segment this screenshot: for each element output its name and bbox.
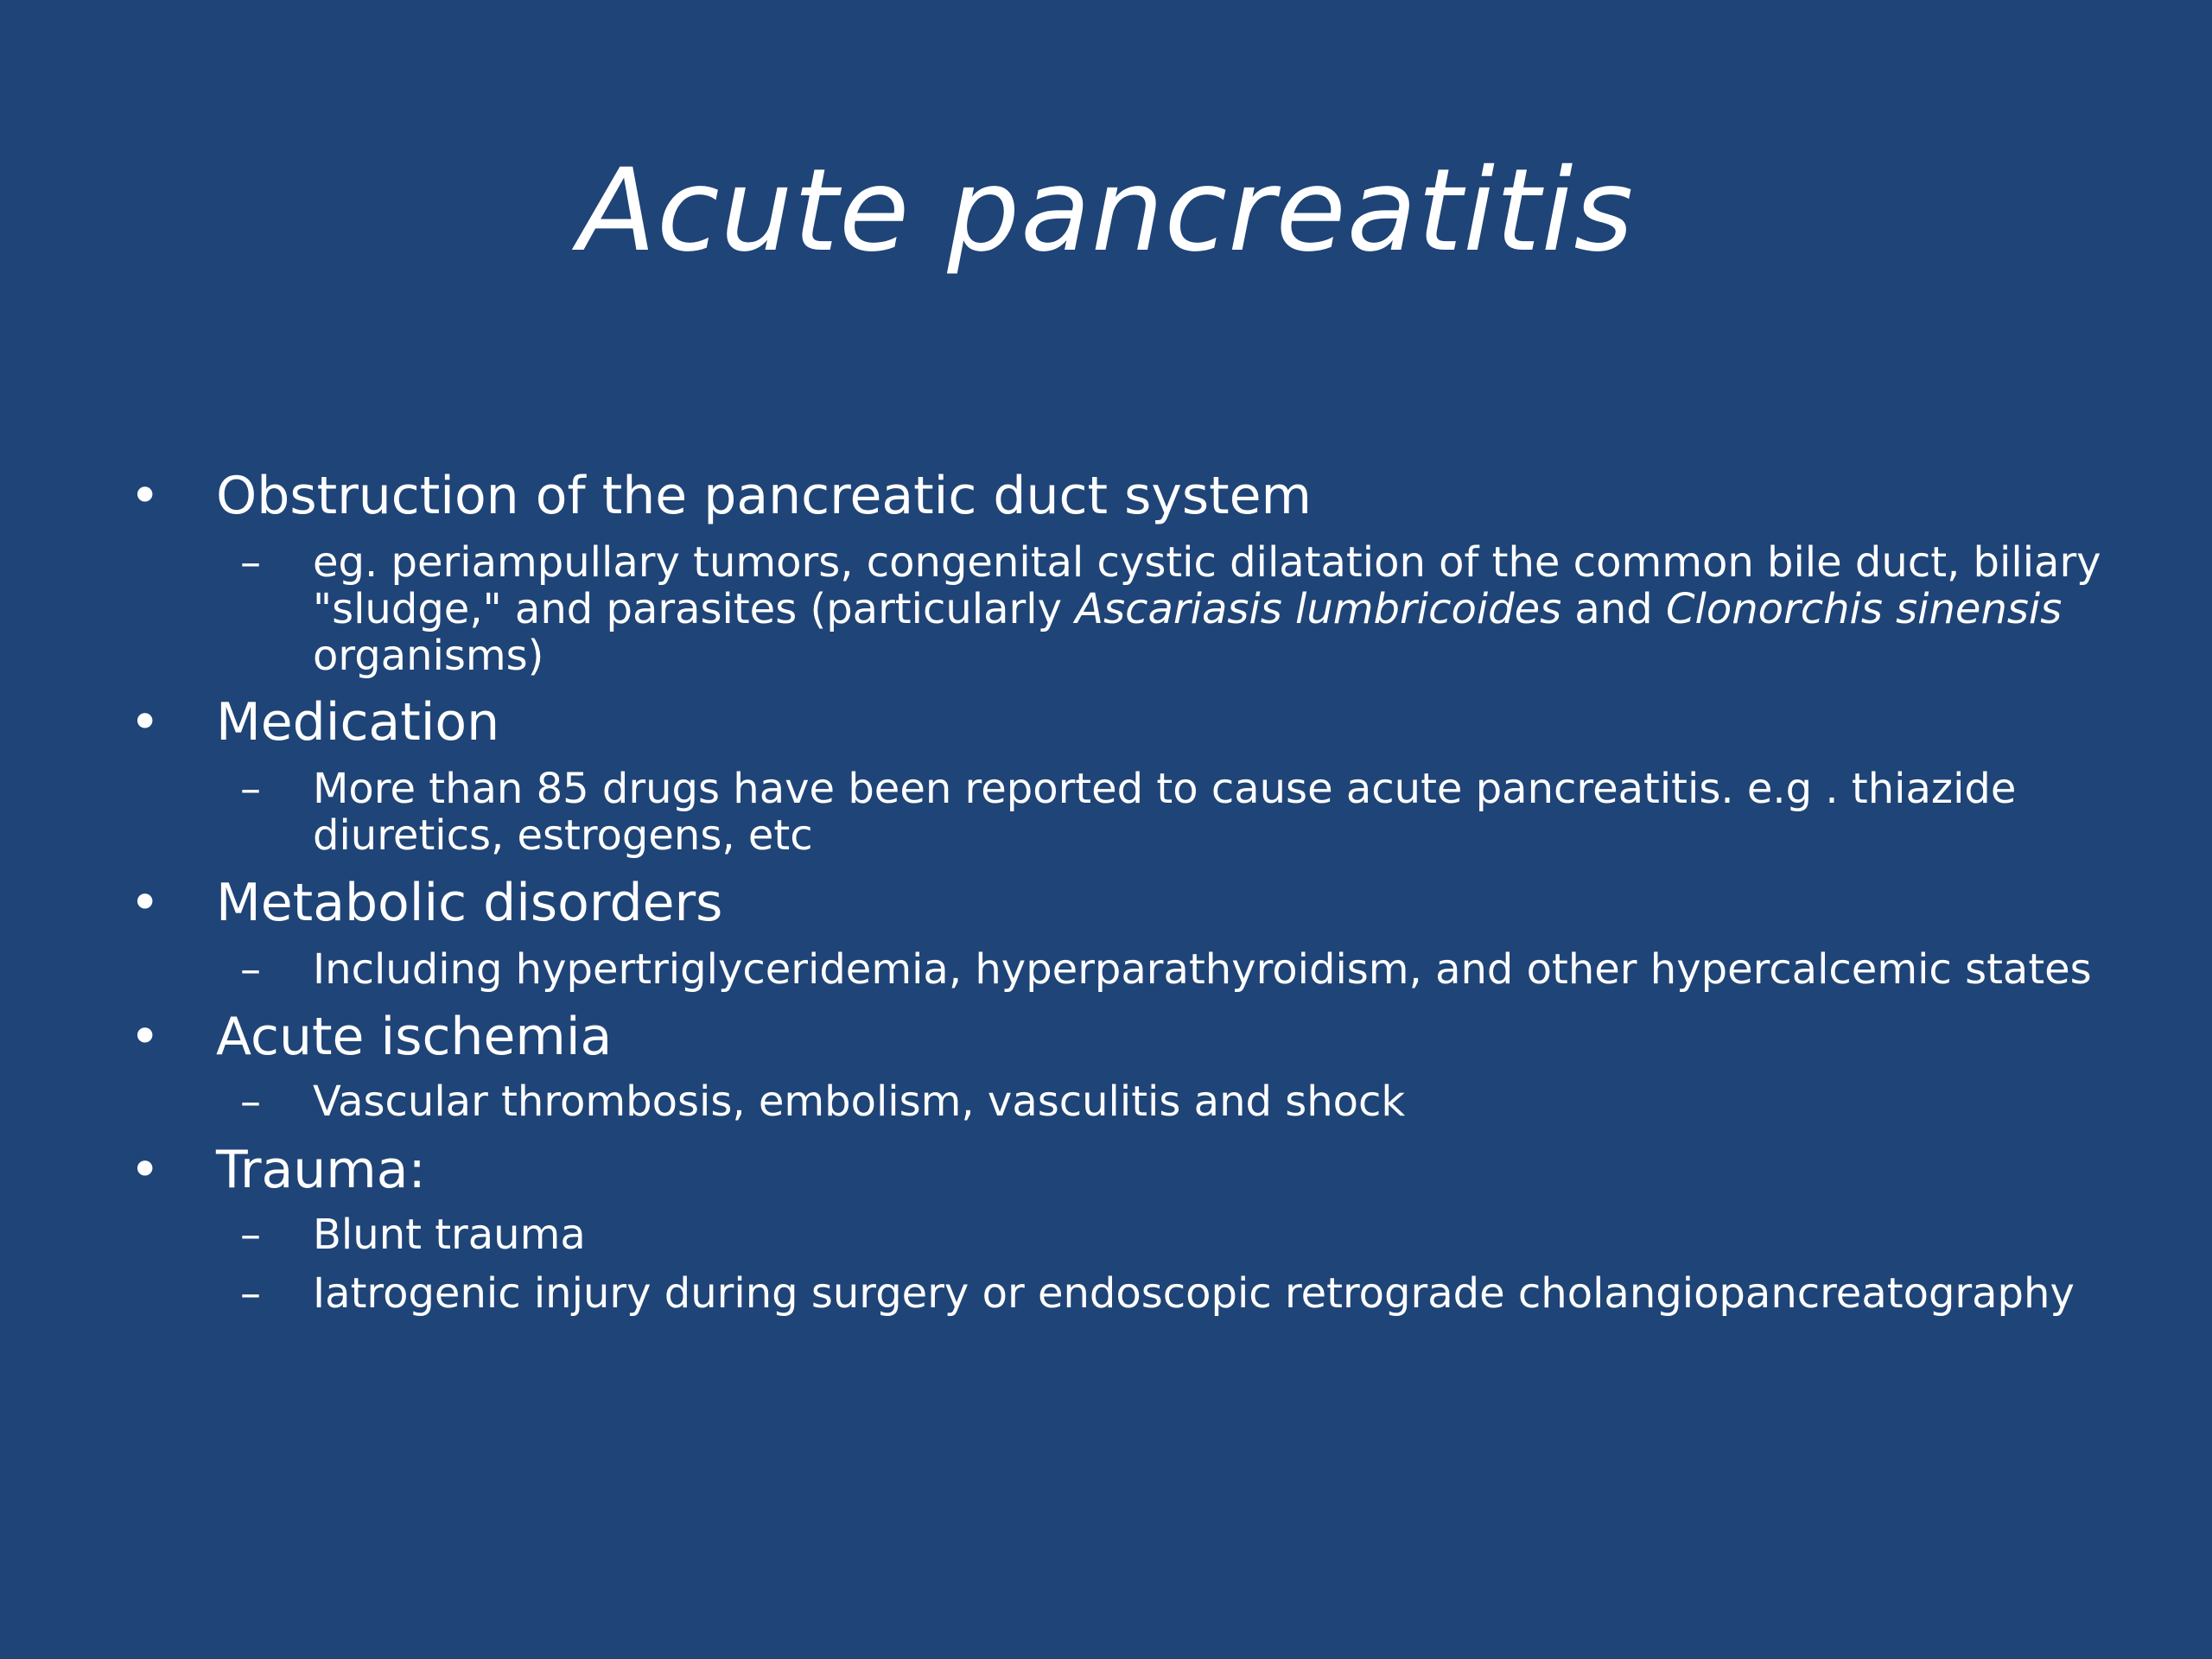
sub-text — [313, 1078, 2041, 1125]
sub-text — [313, 538, 2101, 680]
sub-text-line: Blunt trauma — [313, 1211, 586, 1259]
bullet-text: Trauma: — [216, 1140, 426, 1200]
bullet-dot-icon: • — [130, 1140, 161, 1200]
bullet-text: Metabolic disorders — [216, 873, 723, 933]
sub-text-line: Vascular thrombosis, embolism, vasculitis and shock — [313, 1077, 1406, 1126]
sub-text-line — [313, 585, 2063, 633]
organism-name: Clonorchis sinensis — [1666, 585, 2063, 633]
dash-icon: – — [240, 945, 261, 994]
bullet-dot-icon: • — [130, 466, 161, 526]
dash-icon: – — [240, 765, 261, 813]
bullet-text: Acute ischemia — [216, 1007, 613, 1067]
sub-text — [313, 945, 2092, 994]
sub-text — [313, 766, 2041, 859]
sub-text — [313, 1211, 2041, 1258]
dash-icon: – — [240, 538, 261, 587]
slide-title: Acute pancreatitis — [577, 144, 1635, 277]
sub-text-fragment: and — [1561, 585, 1666, 633]
sub-text-line: organisms) — [313, 632, 544, 680]
bullet-text: Obstruction of the pancreatic duct system — [216, 466, 1312, 526]
sub-text-line: eg. periampullary tumors, congenital cystic dilatation of the common bile duct, biliary — [313, 538, 2101, 587]
bullet-text: Medication — [216, 692, 500, 753]
sub-text-line: More than 85 drugs have been reported to cause acute pancreatitis. e.g . thiazide — [313, 765, 2017, 813]
sub-text-line: Iatrogenic injury during surgery or endoscopic retrograde cholangiopancreatography — [313, 1269, 2075, 1318]
sub-text-line: Including hypertriglyceridemia, hyperparathyroidism, and other hypercalcemic states — [313, 945, 2092, 994]
sub-text — [313, 1269, 2075, 1318]
sub-text-fragment: "sludge," and parasites (particularly — [313, 585, 1076, 633]
organism-name: Ascariasis lumbricoides — [1075, 585, 1562, 633]
bullet-dot-icon: • — [130, 1007, 161, 1067]
bullet-dot-icon: • — [130, 873, 161, 933]
bullet-dot-icon: • — [130, 692, 161, 753]
dash-icon: – — [240, 1269, 261, 1318]
dash-icon: – — [240, 1077, 261, 1126]
dash-icon: – — [240, 1211, 261, 1259]
sub-text-line: diuretics, estrogens, etc — [313, 811, 813, 860]
